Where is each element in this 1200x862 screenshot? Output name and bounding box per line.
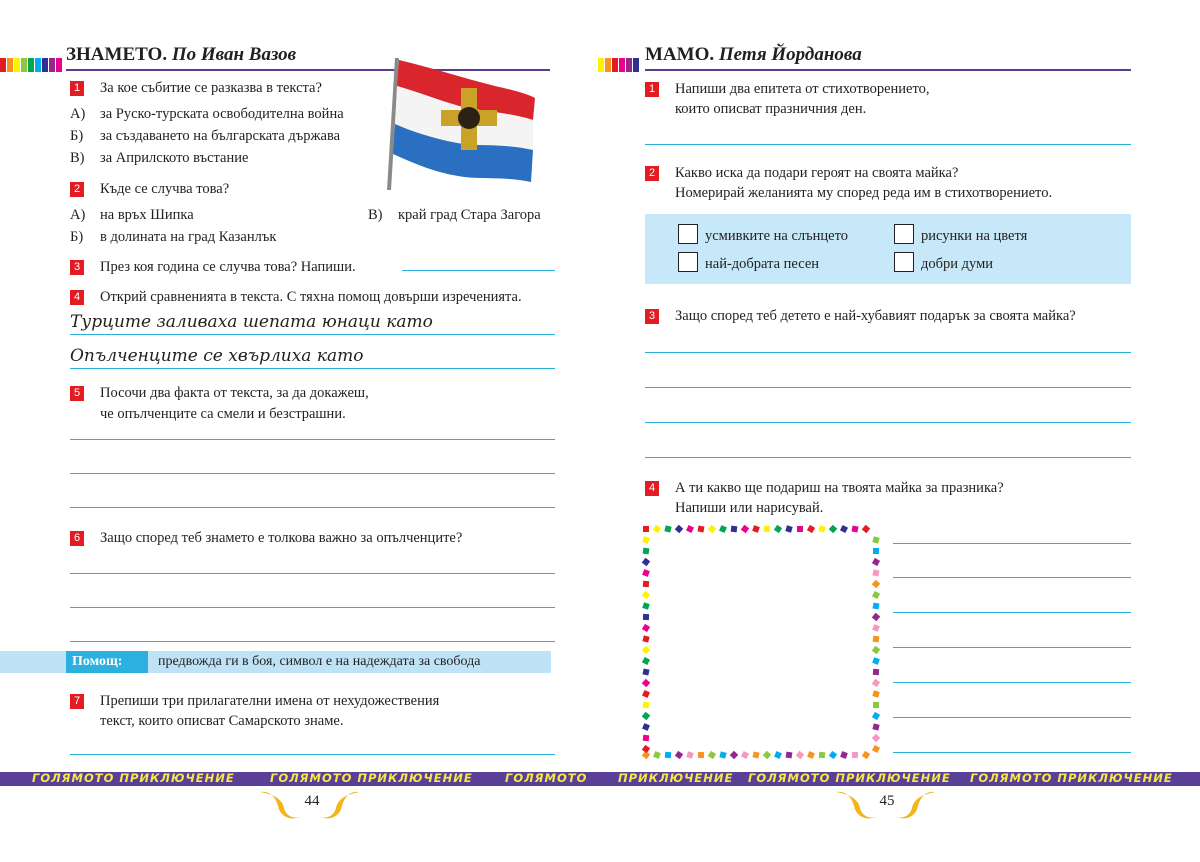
frame-dot bbox=[873, 702, 879, 708]
answer-line[interactable] bbox=[70, 473, 555, 474]
option-text[interactable]: край град Стара Загора bbox=[398, 207, 541, 223]
frame-dot bbox=[752, 751, 759, 758]
samara-flag-illustration bbox=[383, 54, 543, 194]
decorative-stripes bbox=[598, 58, 640, 72]
question-number: 6 bbox=[70, 531, 84, 546]
option-letter: А) bbox=[70, 207, 86, 223]
frame-dot bbox=[665, 752, 672, 759]
frame-dot bbox=[872, 580, 880, 588]
help-label: Помощ: bbox=[66, 651, 148, 673]
frame-dot bbox=[872, 646, 880, 654]
series-title: ГОЛЯМОТО ПРИКЛЮЧЕНИЕ bbox=[970, 771, 1173, 785]
handwritten-prompt: Опълченците се хвърлиха като bbox=[70, 346, 364, 366]
question-text: Номерирай желанията му според реда им в стихотворението. bbox=[675, 185, 1053, 201]
handwritten-prompt: Турците заливаха шепата юнаци като bbox=[70, 312, 433, 332]
frame-dot bbox=[643, 614, 649, 620]
frame-dot bbox=[643, 548, 650, 555]
frame-dot bbox=[741, 751, 749, 759]
answer-line[interactable] bbox=[893, 682, 1131, 683]
frame-dot bbox=[698, 752, 704, 758]
frame-dot bbox=[643, 526, 649, 532]
option-text[interactable]: на връх Шипка bbox=[100, 207, 194, 223]
question-text: Защо според теб знамето е толкова важно за опълченците? bbox=[100, 530, 463, 546]
frame-dot bbox=[852, 752, 858, 758]
frame-dot bbox=[642, 690, 650, 698]
frame-dot bbox=[730, 751, 738, 759]
series-title: ГОЛЯМОТО ПРИКЛЮЧЕНИЕ bbox=[748, 771, 951, 785]
option-letter: А) bbox=[70, 106, 86, 122]
question-text: През коя година се случва това? Напиши. bbox=[100, 259, 356, 275]
frame-dot bbox=[829, 751, 837, 759]
question-text: Открий сравненията в текста. С тяхна помощ довърши изреченията. bbox=[100, 289, 522, 305]
page-number: 45 bbox=[879, 793, 895, 809]
frame-dot bbox=[872, 712, 880, 720]
question-text: които описват празничния ден. bbox=[675, 101, 867, 117]
frame-dot bbox=[708, 751, 716, 759]
drawing-frame[interactable] bbox=[643, 526, 879, 758]
frame-dot bbox=[786, 752, 793, 759]
frame-dot bbox=[873, 603, 880, 610]
frame-dot bbox=[642, 591, 650, 599]
frame-dot bbox=[642, 558, 650, 566]
frame-dot bbox=[708, 525, 716, 533]
frame-dot bbox=[862, 751, 870, 759]
series-title: ГОЛЯМОТО ПРИКЛЮЧЕНИЕ bbox=[32, 771, 235, 785]
answer-line[interactable] bbox=[645, 457, 1131, 458]
option-letter: В) bbox=[70, 150, 85, 166]
title-rule bbox=[645, 69, 1131, 71]
option-letter: Б) bbox=[70, 229, 84, 245]
number-checkbox[interactable] bbox=[678, 224, 698, 244]
answer-line[interactable] bbox=[893, 543, 1131, 544]
question-number: 1 bbox=[70, 81, 84, 96]
frame-dot bbox=[642, 712, 650, 720]
option-text[interactable]: за Руско-турската освободителна война bbox=[100, 106, 344, 122]
question-text: А ти какво ще подариш на твоята майка за празника? bbox=[675, 480, 1004, 496]
choice-label: добри думи bbox=[921, 256, 994, 272]
frame-dot bbox=[642, 679, 650, 687]
choice-label: усмивките на слънцето bbox=[705, 228, 849, 244]
frame-dot bbox=[873, 636, 880, 643]
frame-dot bbox=[752, 525, 760, 533]
frame-dot bbox=[873, 548, 879, 554]
question-number: 2 bbox=[645, 166, 659, 181]
question-number: 4 bbox=[70, 290, 84, 305]
question-text: За кое събитие се разказва в текста? bbox=[100, 80, 322, 96]
frame-dot bbox=[642, 723, 650, 731]
frame-dot bbox=[851, 525, 858, 532]
frame-dot bbox=[664, 525, 671, 532]
frame-dot bbox=[796, 751, 804, 759]
answer-line[interactable] bbox=[70, 754, 555, 755]
question-number: 7 bbox=[70, 694, 84, 709]
frame-dot bbox=[840, 525, 848, 533]
question-text: Напиши или нарисувай. bbox=[675, 500, 824, 516]
frame-dot bbox=[642, 668, 649, 675]
frame-dot bbox=[686, 751, 694, 759]
frame-dot bbox=[819, 752, 826, 759]
frame-dot bbox=[774, 525, 782, 533]
answer-line[interactable] bbox=[402, 270, 555, 271]
option-text[interactable]: в долината на град Казанлък bbox=[100, 229, 277, 245]
frame-dot bbox=[785, 525, 792, 532]
series-title: ПРИКЛЮЧЕНИЕ bbox=[618, 771, 734, 785]
question-text: Напиши два епитета от стихотворението, bbox=[675, 81, 930, 97]
answer-line[interactable] bbox=[893, 577, 1131, 578]
page-title: МАМО. Петя Йорданова bbox=[645, 44, 862, 65]
question-number: 4 bbox=[645, 481, 659, 496]
frame-dot bbox=[643, 735, 650, 742]
frame-dot bbox=[642, 569, 650, 577]
answer-line[interactable] bbox=[70, 439, 555, 440]
option-letter: В) bbox=[368, 207, 383, 223]
frame-dot bbox=[764, 526, 770, 532]
frame-dot bbox=[643, 581, 650, 588]
decorative-stripes bbox=[0, 58, 63, 72]
frame-dot bbox=[872, 734, 880, 742]
answer-line[interactable] bbox=[645, 352, 1131, 353]
question-number: 2 bbox=[70, 182, 84, 197]
question-text: че опълченците са смели и безстрашни. bbox=[100, 406, 346, 422]
choice-label: най-добрата песен bbox=[705, 256, 820, 272]
frame-dot bbox=[862, 525, 870, 533]
series-title: ГОЛЯМОТО ПРИКЛЮЧЕНИЕ bbox=[270, 771, 473, 785]
answer-line[interactable] bbox=[70, 641, 555, 642]
frame-dot bbox=[643, 702, 650, 709]
question-number: 5 bbox=[70, 386, 84, 401]
answer-line[interactable] bbox=[893, 612, 1131, 613]
frame-dot bbox=[872, 536, 879, 543]
frame-dot bbox=[642, 624, 650, 632]
frame-dot bbox=[872, 679, 880, 687]
frame-dot bbox=[829, 525, 837, 533]
frame-dot bbox=[872, 723, 879, 730]
number-checkbox[interactable] bbox=[894, 224, 914, 244]
option-text[interactable]: за създаването на българската държава bbox=[100, 128, 341, 144]
frame-dot bbox=[872, 624, 880, 632]
series-title: ГОЛЯМОТО bbox=[505, 771, 588, 785]
number-checkbox[interactable] bbox=[678, 252, 698, 272]
choice-label: рисунки на цветя bbox=[921, 228, 1028, 244]
answer-line[interactable] bbox=[893, 717, 1131, 718]
frame-dot bbox=[797, 526, 803, 532]
frame-dot bbox=[675, 751, 683, 759]
question-text: Препиши три прилагателни имена от нехудожествения bbox=[100, 693, 440, 709]
question-number: 3 bbox=[645, 309, 659, 324]
answer-line[interactable] bbox=[70, 607, 555, 608]
frame-dot bbox=[872, 745, 880, 753]
answer-line[interactable] bbox=[645, 387, 1131, 388]
frame-dot bbox=[642, 602, 650, 610]
answer-line[interactable] bbox=[70, 573, 555, 574]
question-text: Къде се случва това? bbox=[100, 181, 230, 197]
frame-dot bbox=[872, 591, 880, 599]
frame-dot bbox=[642, 536, 650, 544]
frame-dot bbox=[763, 751, 771, 759]
page-number: 44 bbox=[304, 793, 320, 809]
answer-line[interactable] bbox=[70, 507, 555, 508]
frame-dot bbox=[653, 751, 661, 759]
frame-dot bbox=[840, 751, 848, 759]
frame-dot bbox=[873, 669, 879, 675]
frame-dot bbox=[807, 525, 815, 533]
question-text: Какво иска да подари героят на своята майка? bbox=[675, 165, 959, 181]
answer-line[interactable] bbox=[645, 144, 1131, 145]
frame-dot bbox=[872, 690, 879, 697]
frame-dot bbox=[741, 525, 749, 533]
answer-line[interactable] bbox=[893, 647, 1131, 648]
frame-dot bbox=[642, 635, 649, 642]
question-number: 1 bbox=[645, 82, 659, 97]
frame-dot bbox=[719, 751, 726, 758]
frame-dot bbox=[698, 526, 705, 533]
question-number: 3 bbox=[70, 260, 84, 275]
question-text: Защо според теб детето е най-хубавият подарък за своята майка? bbox=[675, 308, 1076, 324]
frame-dot bbox=[818, 525, 825, 532]
number-checkbox[interactable] bbox=[894, 252, 914, 272]
frame-dot bbox=[872, 613, 880, 621]
frame-dot bbox=[675, 525, 683, 533]
frame-dot bbox=[686, 525, 694, 533]
frame-dot bbox=[731, 526, 738, 533]
frame-dot bbox=[807, 751, 815, 759]
question-text: Посочи два факта от текста, за да докажеш, bbox=[100, 385, 369, 401]
question-text: текст, които описват Самарското знаме. bbox=[100, 713, 344, 729]
page-title: ЗНАМЕТО. По Иван Вазов bbox=[66, 44, 297, 65]
frame-dot bbox=[872, 657, 880, 665]
frame-dot bbox=[872, 558, 880, 566]
frame-dot bbox=[774, 751, 782, 759]
option-letter: Б) bbox=[70, 128, 84, 144]
frame-dot bbox=[642, 646, 650, 654]
option-text[interactable]: за Априлското въстание bbox=[100, 150, 249, 166]
answer-line[interactable] bbox=[645, 422, 1131, 423]
answer-line[interactable] bbox=[70, 334, 555, 335]
answer-line[interactable] bbox=[70, 368, 555, 369]
frame-dot bbox=[642, 657, 650, 665]
answer-line[interactable] bbox=[893, 752, 1131, 753]
frame-dot bbox=[872, 569, 879, 576]
frame-dot bbox=[719, 525, 727, 533]
help-text: предвожда ги в боя, символ е на надеждата за свобода bbox=[158, 654, 481, 669]
frame-dot bbox=[653, 525, 661, 533]
